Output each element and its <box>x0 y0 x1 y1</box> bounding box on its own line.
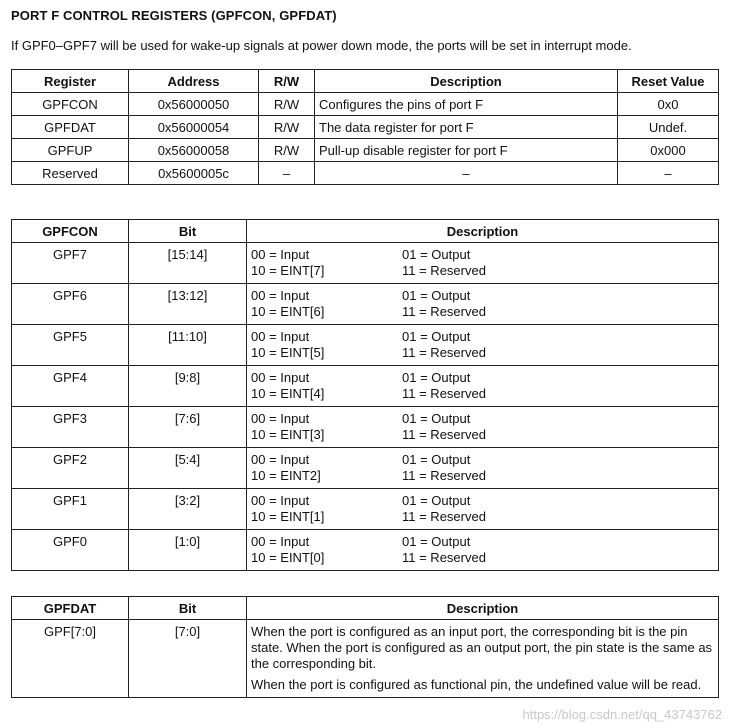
cell-bit: [1:0] <box>129 530 247 571</box>
cell-description <box>247 243 719 284</box>
table-header-row <box>12 597 719 620</box>
option-text: 00 = Input <box>251 370 310 385</box>
option-text: 00 = Input <box>251 288 310 303</box>
cell-reset: 0x000 <box>618 139 719 162</box>
cell-description <box>247 489 719 530</box>
option-text: 11 = Reserved <box>402 386 486 401</box>
option-text: 00 = Input <box>251 493 310 508</box>
option-text: 00 = Input <box>251 411 310 426</box>
option-text: 01 = Output <box>402 247 471 262</box>
col-header: Description <box>247 597 719 620</box>
cell-description <box>247 530 719 571</box>
option-text: 11 = Reserved <box>402 427 486 442</box>
col-header: Bit <box>129 597 247 620</box>
option-text: 10 = EINT[4] <box>251 386 325 401</box>
option-text: 10 = EINT[6] <box>251 304 325 319</box>
cell-description: Pull-up disable register for port F <box>315 139 618 162</box>
option-text: 00 = Input <box>251 452 310 467</box>
option-text: 01 = Output <box>402 534 471 549</box>
table-row <box>12 530 719 571</box>
option-text: 01 = Output <box>402 452 471 467</box>
col-header: GPFCON <box>12 220 129 243</box>
cell-description <box>247 620 719 698</box>
option-text: 01 = Output <box>402 370 471 385</box>
cell-pin: GPF0 <box>12 530 129 571</box>
register-table <box>11 69 719 185</box>
col-header: Reset Value <box>618 70 719 93</box>
col-header: Register <box>12 70 129 93</box>
option-text: 00 = Input <box>251 534 310 549</box>
cell-address: 0x56000058 <box>129 139 259 162</box>
cell-description: The data register for port F <box>315 116 618 139</box>
cell-address: 0x5600005c <box>129 162 259 185</box>
option-text: 10 = EINT2] <box>251 468 321 483</box>
table-row <box>12 162 719 185</box>
table-header-row <box>12 220 719 243</box>
option-text: 10 = EINT[5] <box>251 345 325 360</box>
table-row <box>12 139 719 162</box>
cell-pin: GPF3 <box>12 407 129 448</box>
cell-pin: GPF5 <box>12 325 129 366</box>
col-header: R/W <box>259 70 315 93</box>
col-header: Bit <box>129 220 247 243</box>
table-row <box>12 93 719 116</box>
gpfcon-table <box>11 219 719 571</box>
section-title: PORT F CONTROL REGISTERS (GPFCON, GPFDAT) <box>11 8 337 23</box>
option-text: 00 = Input <box>251 247 310 262</box>
cell-description: Configures the pins of port F <box>315 93 618 116</box>
table-row <box>12 325 719 366</box>
cell-bit: [15:14] <box>129 243 247 284</box>
table-header-row <box>12 70 719 93</box>
col-header: GPFDAT <box>12 597 129 620</box>
option-text: 11 = Reserved <box>402 468 486 483</box>
option-text: 10 = EINT[1] <box>251 509 325 524</box>
table-row <box>12 243 719 284</box>
option-text: 01 = Output <box>402 329 471 344</box>
description-paragraph: When the port is configured as functional pin, the undefined value will be read. <box>251 677 702 692</box>
cell-bit: [3:2] <box>129 489 247 530</box>
cell-bit: [9:8] <box>129 366 247 407</box>
option-text: 11 = Reserved <box>402 304 486 319</box>
cell-bit: [13:12] <box>129 284 247 325</box>
cell-address: 0x56000054 <box>129 116 259 139</box>
cell-rw: R/W <box>259 116 315 139</box>
option-text: 11 = Reserved <box>402 345 486 360</box>
option-text: 01 = Output <box>402 493 471 508</box>
option-text: 01 = Output <box>402 288 471 303</box>
cell-rw: – <box>259 162 315 185</box>
cell-description: – <box>315 162 618 185</box>
col-header: Address <box>129 70 259 93</box>
table-row <box>12 366 719 407</box>
cell-pin: GPF6 <box>12 284 129 325</box>
cell-pin: GPF2 <box>12 448 129 489</box>
description-paragraph: When the port is configured as an input port, the corresponding bit is the pin state. When the port is configured as an output port, the pin state is the same as the corresponding bit. <box>251 624 713 671</box>
cell-register: Reserved <box>12 162 129 185</box>
cell-register: GPFCON <box>12 93 129 116</box>
gpfdat-table <box>11 596 719 698</box>
option-text: 10 = EINT[0] <box>251 550 325 565</box>
cell-description <box>247 325 719 366</box>
cell-bit: [11:10] <box>129 325 247 366</box>
cell-reset: – <box>618 162 719 185</box>
cell-pin: GPF7 <box>12 243 129 284</box>
option-text: 01 = Output <box>402 411 471 426</box>
cell-description <box>247 366 719 407</box>
cell-pin: GPF[7:0] <box>12 620 129 698</box>
cell-bit: [5:4] <box>129 448 247 489</box>
table-row <box>12 489 719 530</box>
cell-bit: [7:6] <box>129 407 247 448</box>
table-row <box>12 620 719 698</box>
cell-register: GPFDAT <box>12 116 129 139</box>
cell-pin: GPF1 <box>12 489 129 530</box>
cell-register: GPFUP <box>12 139 129 162</box>
option-text: 11 = Reserved <box>402 550 486 565</box>
watermark-url: https://blog.csdn.net/qq_43743762 <box>522 707 722 722</box>
cell-reset: Undef. <box>618 116 719 139</box>
col-header: Description <box>315 70 618 93</box>
option-text: 11 = Reserved <box>402 509 486 524</box>
cell-address: 0x56000050 <box>129 93 259 116</box>
col-header: Description <box>247 220 719 243</box>
table-row <box>12 116 719 139</box>
table-row <box>12 407 719 448</box>
intro-text: If GPF0–GPF7 will be used for wake-up signals at power down mode, the ports will be set in interrupt mode. <box>11 38 632 53</box>
option-text: 11 = Reserved <box>402 263 486 278</box>
cell-description <box>247 448 719 489</box>
cell-reset: 0x0 <box>618 93 719 116</box>
cell-description <box>247 284 719 325</box>
option-text: 00 = Input <box>251 329 310 344</box>
option-text: 10 = EINT[3] <box>251 427 325 442</box>
cell-rw: R/W <box>259 139 315 162</box>
cell-description <box>247 407 719 448</box>
option-text: 10 = EINT[7] <box>251 263 325 278</box>
cell-bit: [7:0] <box>129 620 247 698</box>
cell-rw: R/W <box>259 93 315 116</box>
cell-pin: GPF4 <box>12 366 129 407</box>
table-row <box>12 448 719 489</box>
table-row <box>12 284 719 325</box>
